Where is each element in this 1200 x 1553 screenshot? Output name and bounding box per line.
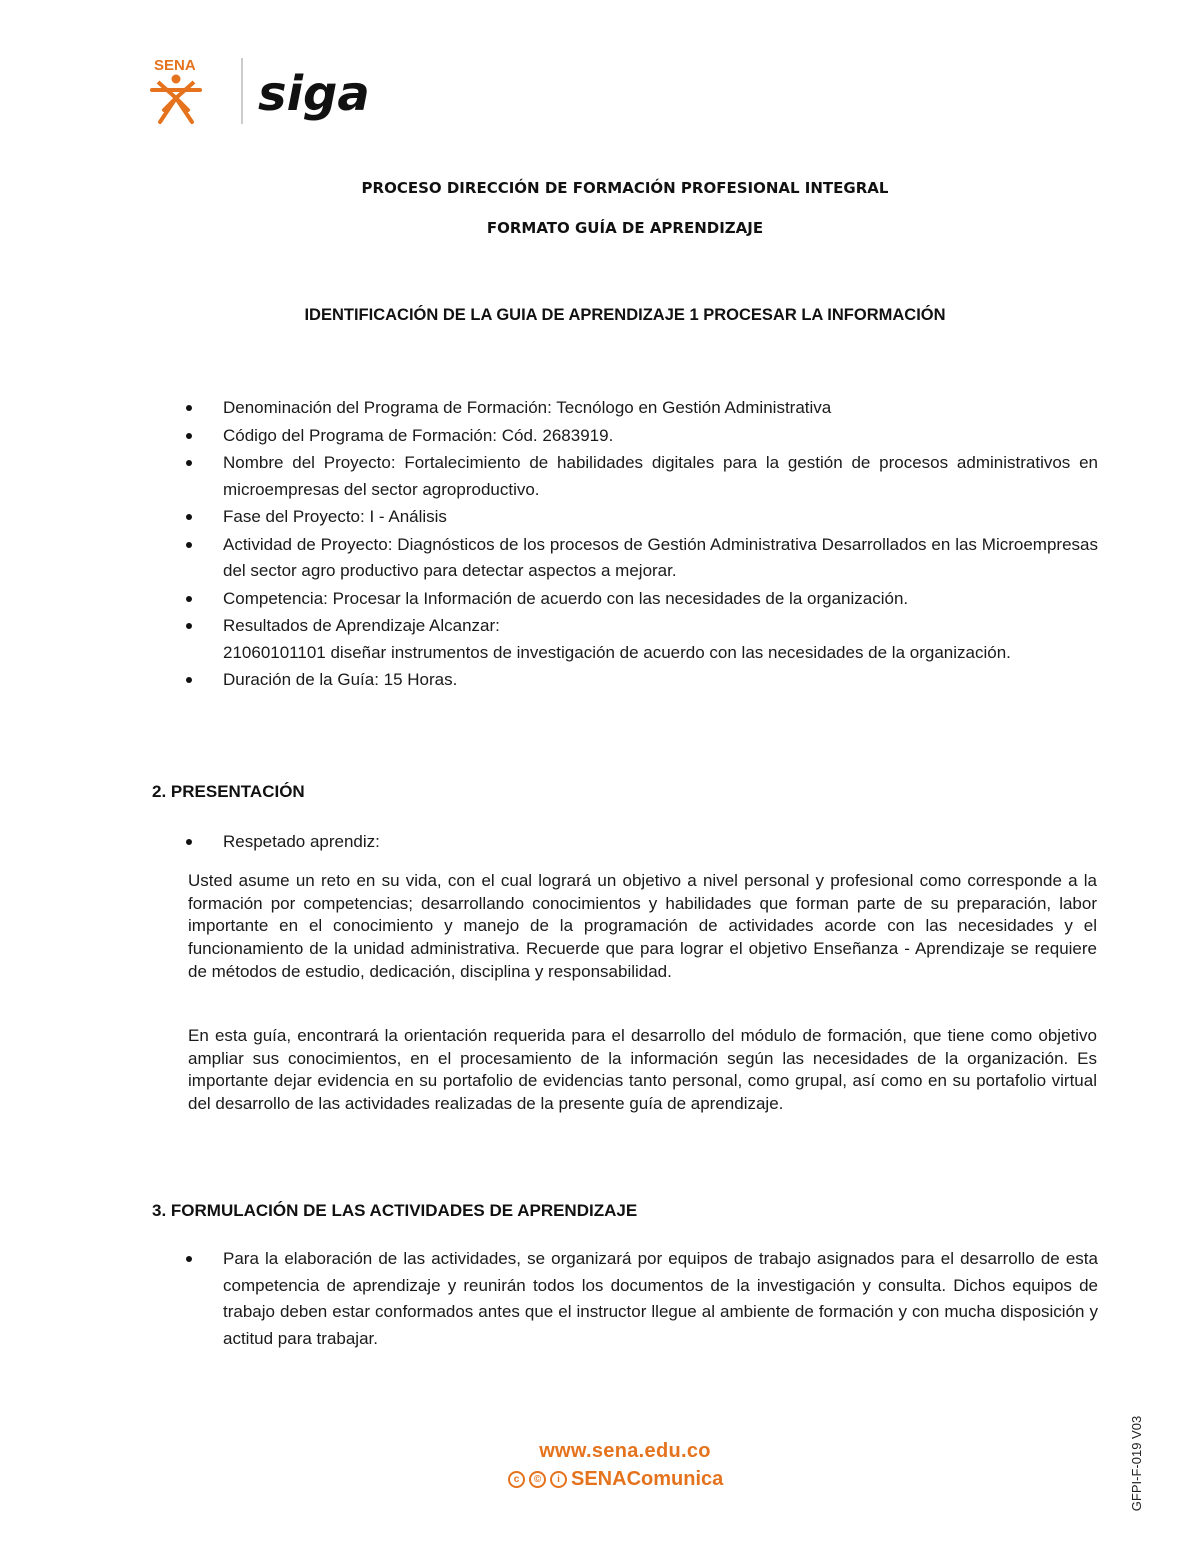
presentation-list [186, 829, 1098, 857]
list-item: Respetado aprendiz: [186, 829, 1098, 856]
list-item: Nombre del Proyecto: Fortalecimiento de habilidades digitales para la gestión de procesos administrativos en microempresas del sector agroproductivo. [186, 450, 1098, 503]
info-icon: i [550, 1471, 567, 1488]
results-label: Resultados de Aprendizaje Alcanzar: [223, 616, 500, 635]
sena-siga-logo [150, 52, 380, 132]
list-item: Código del Programa de Formación: Cód. 2683919. [186, 423, 1098, 450]
presentation-paragraph-1: Usted asume un reto en su vida, con el cual logrará un objetivo a nivel personal y profesional como corresponde a la formación por competencias; desarrollando conocimientos y habilidades que forman parte de su preparación, labor importante en el conocimiento y manejo de la programación de actividades acorde con las necesidades y el funcionamiento de la unidad administrativa. Recuerde que para lograr el objetivo Enseñanza - Aprendizaje se requiere de métodos de estudio, dedicación, disciplina y responsabilidad. [188, 871, 1097, 981]
results-text: 21060101101 diseñar instrumentos de investigación de acuerdo con las necesidades de la organización. [223, 642, 1011, 662]
activities-heading: 3. FORMULACIÓN DE LAS ACTIVIDADES DE APRENDIZAJE [152, 1201, 638, 1220]
copyright-icon: © [529, 1471, 546, 1488]
list-item: Para la elaboración de las actividades, se organizará por equipos de trabajo asignados para el desarrollo de esta competencia de aprendizaje y reunirán todos los documentos de la investigación y consulta. Dichos equipos de trabajo deben estar conformados antes que el instructor llegue al ambiente de formación y con mucha disposición y actitud para trabajar. [186, 1246, 1098, 1352]
process-title: PROCESO DIRECCIÓN DE FORMACIÓN PROFESIONAL INTEGRAL [361, 179, 889, 197]
sena-logo-icon [150, 52, 380, 132]
list-item: Denominación del Programa de Formación: Tecnólogo en Gestión Administrativa [186, 395, 1098, 422]
guide-title: IDENTIFICACIÓN DE LA GUIA DE APRENDIZAJE 1 PROCESAR LA INFORMACIÓN [304, 306, 946, 324]
presentation-heading: 2. PRESENTACIÓN [152, 782, 305, 801]
sena-wordmark: SENA [154, 57, 196, 74]
list-item: Duración de la Guía: 15 Horas. [186, 667, 1098, 694]
siga-wordmark: siga [258, 66, 370, 122]
list-item: Competencia: Procesar la Información de acuerdo con las necesidades de la organización. [186, 586, 1098, 613]
identification-list [186, 395, 1098, 695]
social-handle: SENAComunica [571, 1468, 724, 1490]
list-item [186, 613, 1098, 666]
document-code-text: GFPI-F-019 V03 [1129, 1415, 1145, 1511]
activities-list [186, 1246, 1098, 1353]
footer-url: www.sena.edu.co [539, 1440, 711, 1462]
format-title: FORMATO GUÍA DE APRENDIZAJE [486, 219, 764, 237]
list-item: Fase del Proyecto: I - Análisis [186, 504, 1098, 531]
presentation-paragraph-2: En esta guía, encontrará la orientación requerida para el desarrollo del módulo de formación, que tiene como objetivo ampliar sus conocimientos, en el procesamiento de la información según las necesidades de la organización. Es importante dejar evidencia en su portafolio de evidencias tanto personal, como grupal, así como en su portafolio virtual del desarrollo de las actividades realizadas de la presente guía de aprendizaje. [188, 1026, 1097, 1114]
footer-social [508, 1468, 723, 1491]
creative-commons-icon: c [508, 1471, 525, 1488]
list-item: Actividad de Proyecto: Diagnósticos de los procesos de Gestión Administrativa Desarrollados en las Microempresas del sector agro productivo para detectar aspectos a mejorar. [186, 532, 1098, 585]
document-code [1127, 1408, 1147, 1518]
